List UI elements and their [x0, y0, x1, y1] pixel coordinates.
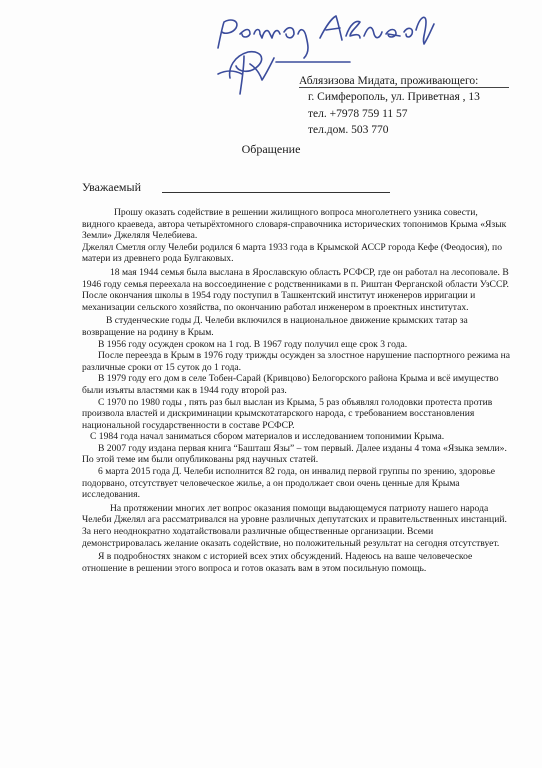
salutation-blank-line [162, 192, 390, 193]
paragraph: На протяжении многих лет вопрос оказания помощи выдающемуся патриоту нашего народа Челеби Джелял ага рассматривался на уровне различных депутатских и правительственных инстанций. За него неоднократно ходатайствовали различные общественные организации. Всеми демонстрировалась желание оказать содействие, но положительный результат на сегодня отсутствует. [82, 502, 507, 549]
paragraph: После переезда в Крым в 1976 году трижды осужден за злостное нарушение паспортного режима на различные сроки от 15 суток до 1 года. [82, 350, 511, 373]
paragraph: 18 мая 1944 семья была выслана в Ярославскую область РСФСР, где он работал на лесоповале. В 1946 году семья переехала на воссоединение с родственниками в п. Риштан Ферганской области УзССР. После окончания школы в 1954 году поступил в Ташкентский институт инженеров ирригации и механизации сельского хозяйства, по окончанию работал инженером в проектных институтах. [82, 266, 509, 313]
sender-home-phone-line: тел.дом. 503 770 [308, 124, 389, 136]
body-text [82, 207, 512, 574]
paragraph: С 1970 по 1980 годы , пять раз был выслан из Крыма, 5 раз объявлял голодовки протеста против произвола властей и дискриминации крымскотатарского народа, с требованием восстановления национальной государственности в составе РСФСР. [82, 396, 493, 431]
paragraph: В 1956 году осужден сроком на 1 год. В 1967 году получил еще срок 3 года. [98, 338, 408, 350]
paragraph: Я в подробностях знаком с историей всех этих обсуждений. Надеюсь на ваше человеческое отношение в решении этого вопроса и готов оказать вам в этом посильную помощь. [82, 551, 473, 574]
sender-underline [299, 87, 509, 88]
paragraph: С 1984 года начал заниматься сбором материалов и исследованием топонимии Крыма. [90, 431, 445, 443]
paragraph: В 2007 году издана первая книга “Башташ Язы” – том первый. Далее изданы 4 тома «Языка земли». По этой теме им были опубликованы ряд научных статей. [82, 442, 507, 466]
paragraph: Джелял Сметля оглу Челеби родился 6 марта 1933 года в Крымской АССР города Кефе (Феодосия), по матери из древнего рода Булгаковых. [82, 241, 502, 265]
paragraph: В студенческие годы Д. Челеби включился в национальное движение крымских татар за возвращение на родину в Крым. [82, 315, 468, 338]
document-heading: Обращение [241, 142, 301, 156]
sender-address-line: г. Симферополь, ул. Приветная , 13 [308, 91, 480, 103]
paragraph: Прошу оказать содействие в решении жилищного вопроса многолетнего узника совести, видного краеведа, автора четырёхтомного словаря-справочника исторических топонимов Крыма «Язык Земли» Джеляля Челебиева. [82, 207, 507, 242]
paragraph: 6 марта 2015 года Д. Челеби исполнится 82 года, он инвалид первой группы по зрению, здоровье подорвано, отсутствует человеческое жилье, а он продолжает свои очень ценные для Крыма исследования. [82, 466, 496, 501]
paragraph: В 1979 году его дом в селе Тобен-Сарай (Кривцово) Белогорского района Крыма и всё имущество были изъяты властями как в 1944 году второй раз. [82, 373, 499, 396]
sender-name-line: Аблязизова Мидата, проживающего: [299, 75, 479, 87]
salutation: Уважаемый [82, 180, 141, 194]
sender-phone-line: тел. +7978 759 11 57 [308, 108, 408, 120]
